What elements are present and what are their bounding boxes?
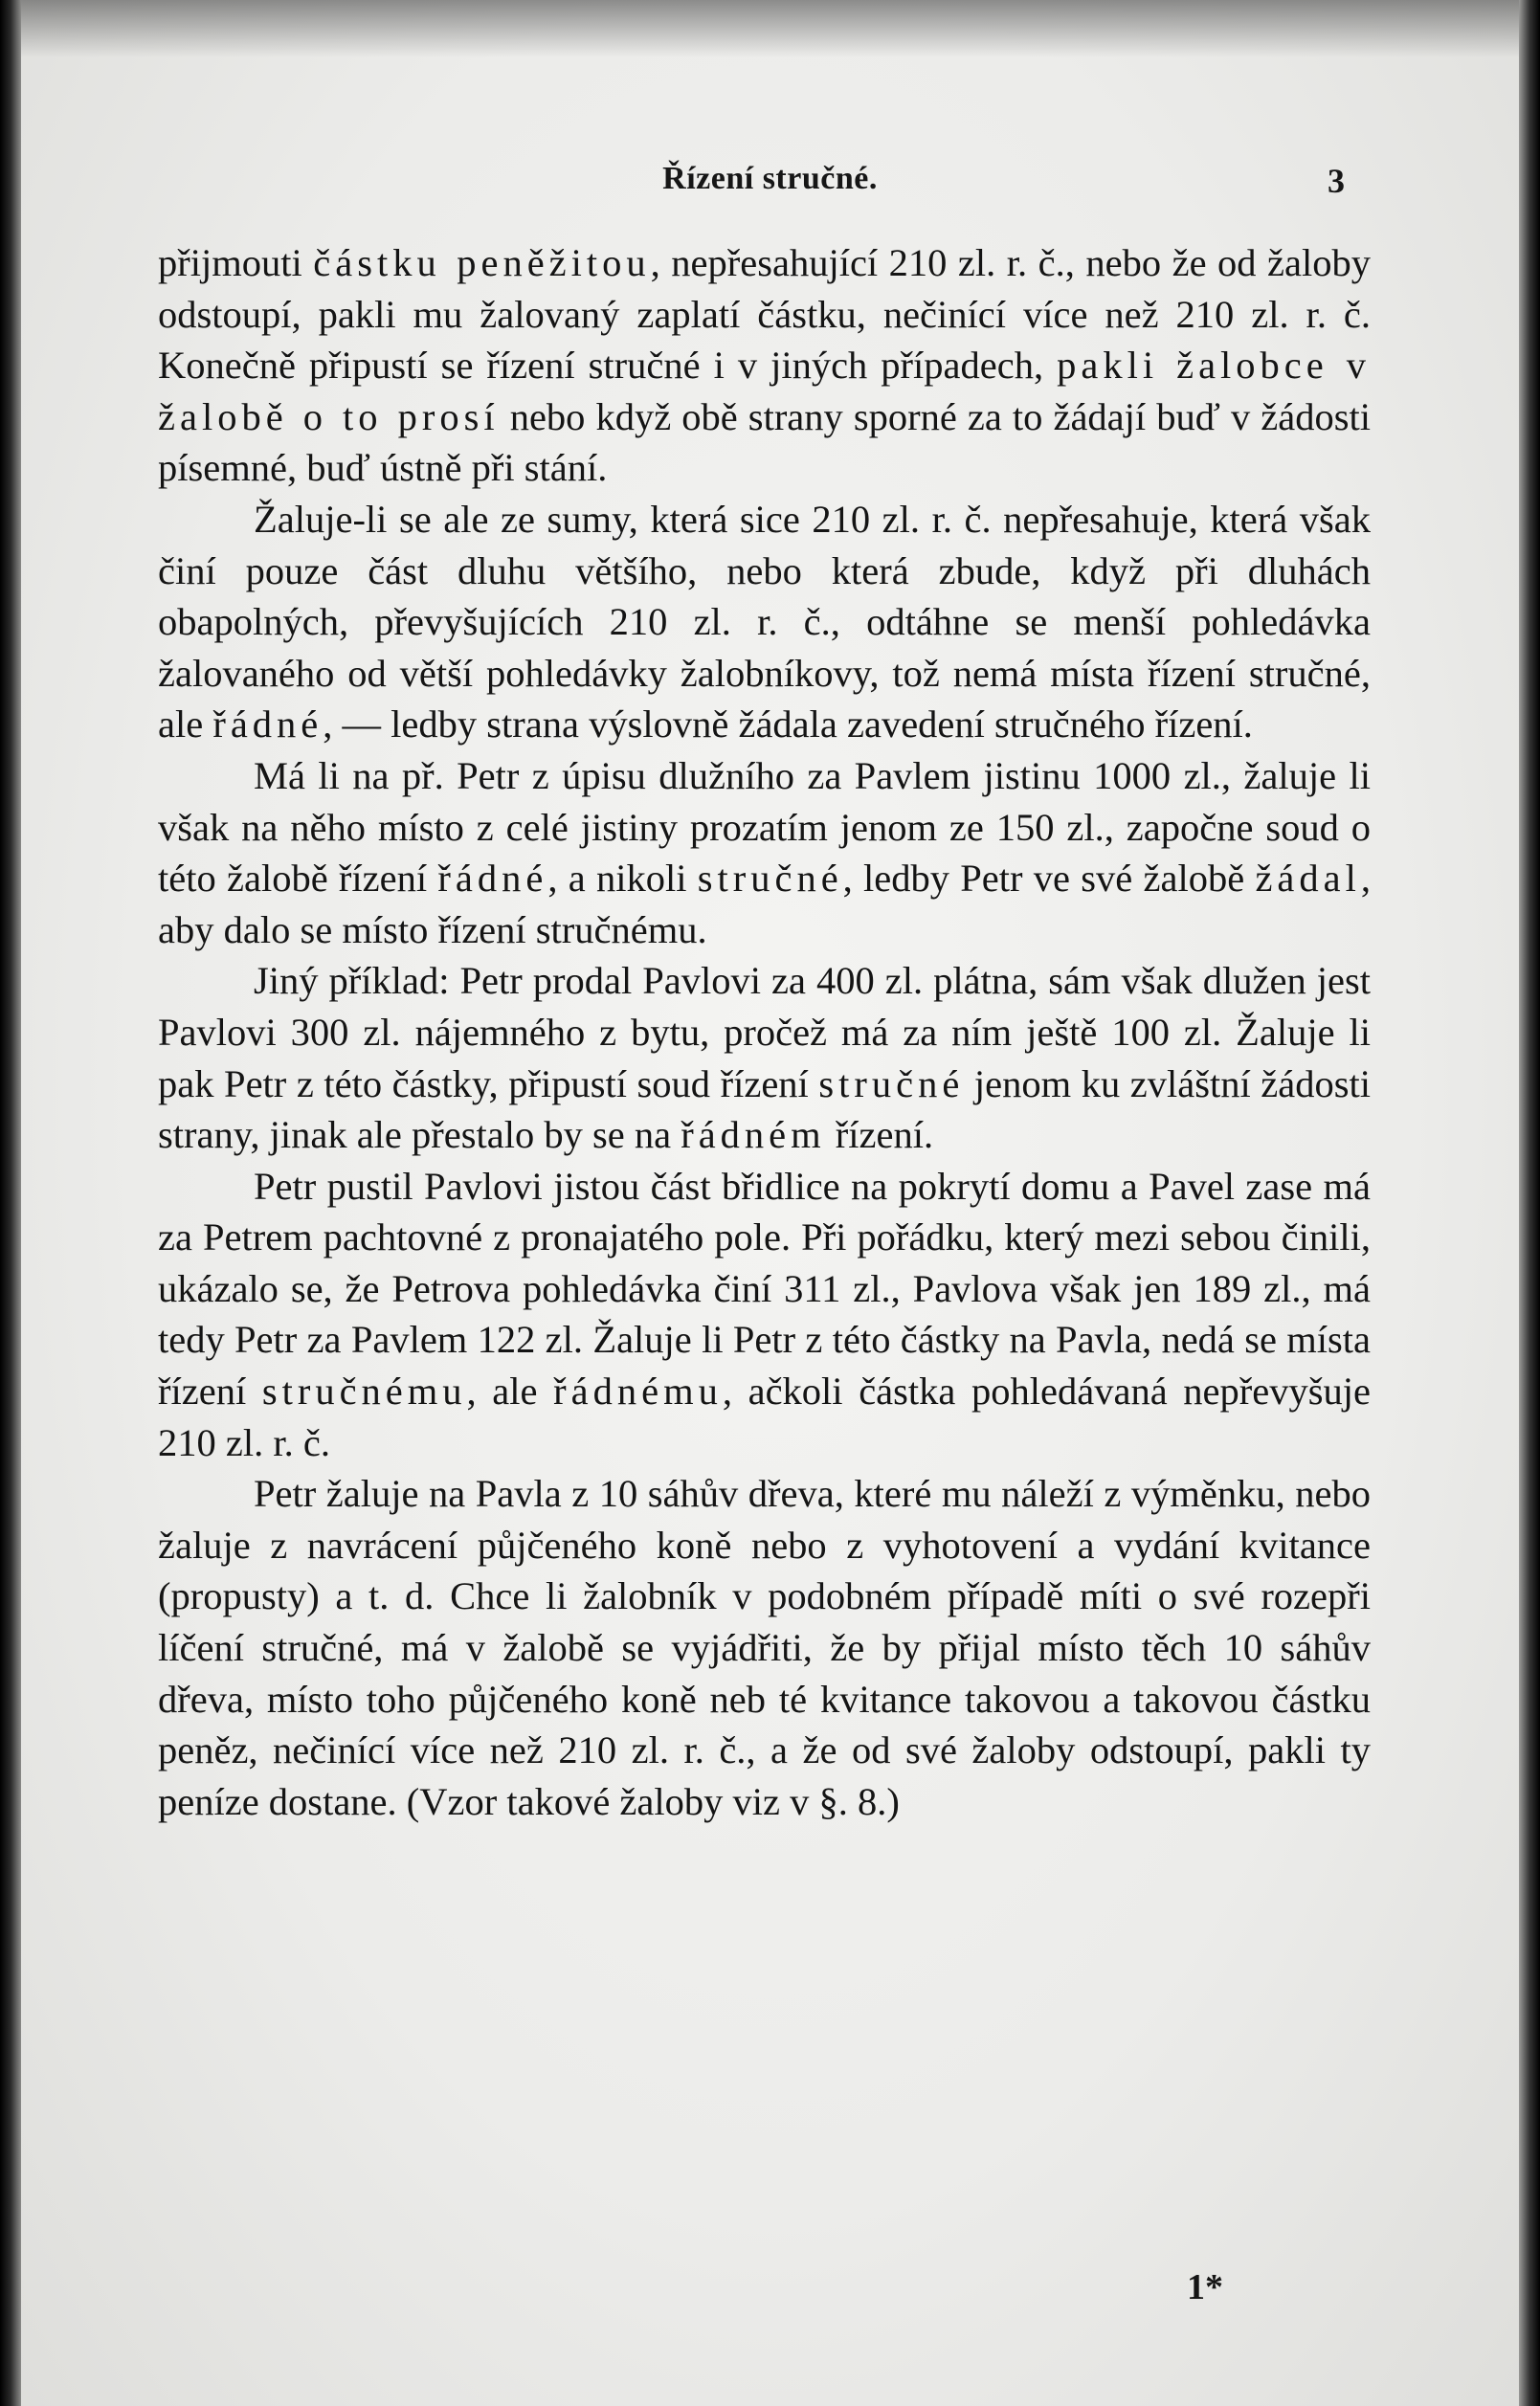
segment: Petr pustil Pavlovi jistou část břidlice na pokrytí domu a Pavel zase má za Petrem pachtovné z pronajatého pole. Při pořádku, který mezi sebou činili, ukázalo se, že Petrova pohledávka činí 311 zl., Pavlova však jen 189 zl., má tedy Petr za Pavlem 122 zl. Žaluje li Petr z této částky na Pavla, nedá se místa řízení: [158, 1164, 1371, 1414]
spaced-segment: řádné: [437, 857, 548, 901]
spaced-segment: stručné: [697, 857, 843, 901]
segment: , a nikoli: [547, 857, 698, 901]
scan-right-edge: [1519, 0, 1540, 2406]
page-number: 3: [1328, 162, 1345, 200]
spaced-segment: řádnému: [553, 1370, 723, 1414]
running-head: Řízení stručné.: [662, 161, 878, 196]
paragraph-6: [158, 1468, 1371, 1827]
segment: jenom ku zvláštní žádosti strany, jinak ale přestalo by se na: [158, 1061, 1372, 1157]
paragraph-3: [158, 750, 1371, 955]
segment: nebo když obě strany sporné za to žádají buď v žádosti písemné, buď ústně při stání.: [158, 394, 1371, 490]
spaced-segment: řádné: [212, 702, 324, 746]
book-page: [21, 0, 1519, 2406]
segment: Žaluje-li se ale ze sumy, která sice 210 zl. r. č. nepřesahuje, která však činí pouze část dluhu většího, nebo která zbude, když při dluhách obapolných, převyšujících 210 zl. r. č., odtáhne se menší pohledávka žalovaného od větší pohledávky žalobníkovy, tož nemá místa řízení stručné, ale: [158, 497, 1371, 746]
segment: přijmouti: [158, 241, 314, 284]
page-header: [21, 161, 1519, 209]
segment: Jiný příklad: Petr prodal Pavlovi za 400 zl. plátna, sám však dlužen jest Pavlovi 300 zl. nájemného z bytu, pročež má za ním ještě 100 zl. Žaluje li pak Petr z této částky, připustí soud řízení: [158, 959, 1371, 1105]
spaced-segment: pakli žalobce v žalobě o to prosí: [158, 344, 1371, 438]
spaced-segment: žádal: [1255, 857, 1361, 901]
paragraph-2: [158, 494, 1371, 750]
segment: , ačkoli částka pohledávaná nepřevyšuje 210 zl. r. č.: [158, 1370, 1371, 1464]
body-text: [158, 237, 1371, 1827]
segment: , aby dalo se místo řízení stručnému.: [158, 857, 1372, 951]
scan-top-shadow: [21, 0, 1519, 57]
segment: , ledby Petr ve své žalobě: [842, 857, 1256, 901]
signature-mark: 1*: [1187, 2267, 1223, 2307]
spaced-segment: částku peněžitou: [313, 241, 651, 284]
paragraph-5: [158, 1161, 1371, 1469]
segment: , ale: [466, 1370, 554, 1414]
segment: Petr žaluje na Pavla z 10 sáhův dřeva, které mu náleží z výměnku, nebo žaluje z navrácení půjčeného koně nebo z vyhotovení a vydání kvitance (propusty) a t. d. Chce li žalobník v podobném případě míti o své rozepři líčení stručné, má v žalobě se vyjádřiti, že by přijal místo těch 10 sáhův dřeva, místo toho půjčeného koně neb té kvitance takovou a takovou částku peněz, nečinící více než 210 zl. r. č., a že od své žaloby odstoupí, pakli ty peníze dostane. (Vzor takové žaloby viz v §. 8.): [158, 1472, 1371, 1823]
spaced-segment: stručné: [818, 1061, 965, 1105]
segment: , nepřesahující 210 zl. r. č., nebo že od žaloby odstoupí, pakli mu žalovaný zaplatí částku, nečinící více než 210 zl. r. č. Konečně připustí se řízení stručné i v jiných případech,: [158, 241, 1372, 388]
segment: , — ledby strana výslovně žádala zavedení stručného řízení.: [323, 702, 1253, 746]
scan-left-edge: [0, 0, 21, 2406]
spaced-segment: stručnému: [261, 1370, 467, 1414]
spaced-segment: řádném: [681, 1113, 826, 1157]
segment: Má li na př. Petr z úpisu dlužního za Pavlem jistinu 1000 zl., žaluje li však na něho místo z celé jistiny prozatím jenom ze 150 zl., započne soud o této žalobě řízení: [158, 753, 1371, 901]
paragraph-4: [158, 955, 1371, 1160]
paragraph-1: [158, 237, 1371, 494]
segment: řízení.: [825, 1113, 934, 1157]
